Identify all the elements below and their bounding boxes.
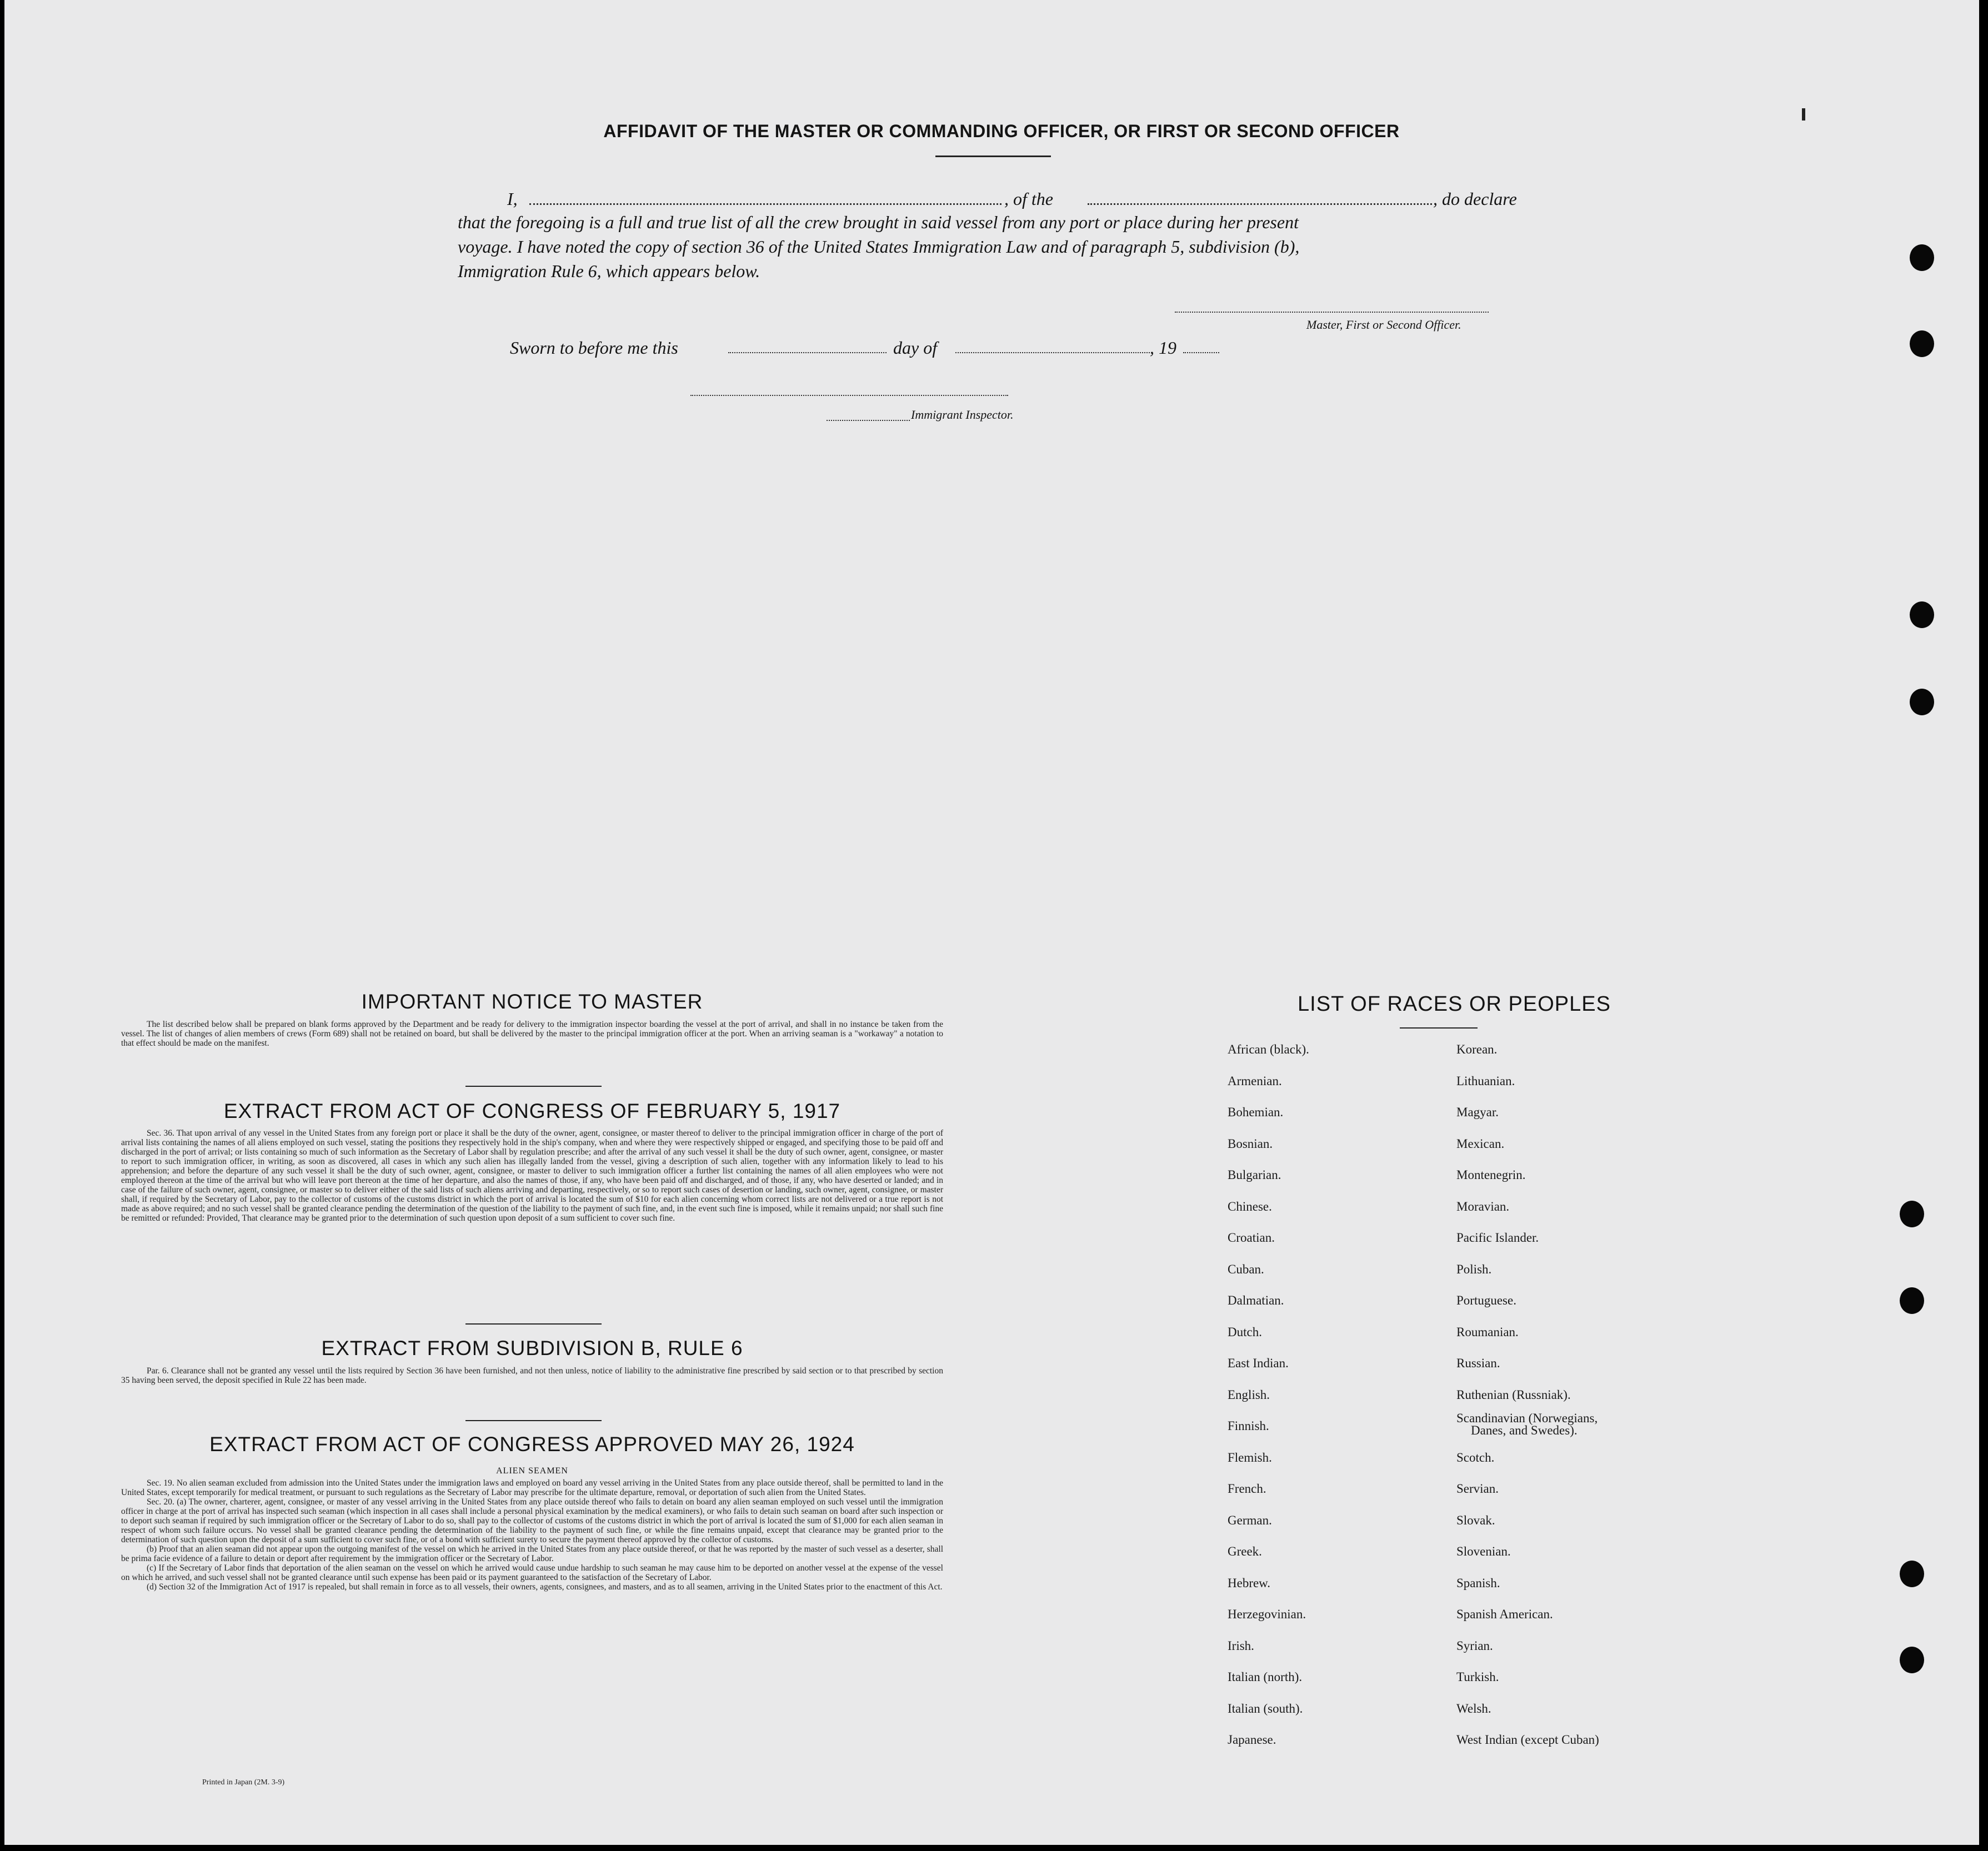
- race-item: Bohemian.: [1228, 1105, 1284, 1119]
- sworn-month-blank: [955, 352, 1150, 353]
- race-item: Roumanian.: [1456, 1325, 1519, 1339]
- divider: [465, 1420, 602, 1421]
- affidavit-line-2: that the foregoing is a full and true list of all the crew brought in said vessel from any port or place during her present: [458, 212, 1299, 232]
- master-label: Master, First or Second Officer.: [1306, 318, 1461, 332]
- race-item: Moravian.: [1456, 1199, 1510, 1213]
- race-item: Spanish American.: [1456, 1607, 1553, 1621]
- notice-text: The list described below shall be prepared on blank forms approved by the Department and be ready for delivery to the immigration inspector boarding the vessel at the port of arrival, and shall in no instance be taken from the vessel. The list of changes of alien members of crews (Form 689) shall not be retained on board, but shall be delivered by the master to the principal immigration officer at the port. When an arriving seaman is a "workaway" a notation to that effect should be made on the manifest.: [121, 1020, 943, 1048]
- title-underline: [935, 155, 1051, 157]
- race-item: Bosnian.: [1228, 1136, 1273, 1151]
- race-item: Scotch.: [1456, 1450, 1495, 1464]
- punch-hole: [1910, 244, 1934, 271]
- name-blank: [529, 203, 1001, 205]
- race-item: Japanese.: [1228, 1733, 1276, 1747]
- race-item: English.: [1228, 1387, 1270, 1402]
- race-item: Flemish.: [1228, 1450, 1272, 1464]
- race-item: East Indian.: [1228, 1356, 1289, 1370]
- sec19-paragraph: Sec. 19. No alien seaman excluded from admission into the United States under the immigration laws and employed on board any vessel arriving in the United States from any place outside thereof, shall be permitted to land in the United States, except temporarily for medical treatment, or pursuant to such regulations as the Secretary of Labor may prescribe for the ultimate departure, removal, or deportation of such alien from the United States.: [121, 1478, 943, 1497]
- races-title: LIST OF RACES OR PEOPLES: [1298, 992, 1611, 1016]
- race-item: African (black).: [1228, 1042, 1309, 1056]
- divider: [465, 1323, 602, 1325]
- manifest-sheet: [4, 0, 1979, 1845]
- race-item: Mexican.: [1456, 1136, 1505, 1151]
- affidavit-title: AFFIDAVIT OF THE MASTER OR COMMANDING OFFICER, OR FIRST OR SECOND OFFICER: [603, 121, 1400, 141]
- races-title-underline: [1400, 1027, 1478, 1029]
- race-item: Montenegrin.: [1456, 1168, 1526, 1182]
- race-item: Chinese.: [1228, 1199, 1272, 1213]
- sec20b-paragraph: (b) Proof that an alien seaman did not appear upon the outgoing manifest of the vessel on which he arrived in the United States from any place outside thereof, or that he was reported by the master of such vessel as a deserter, shall be prima facie evidence of a failure to detain or deport after requirement by the immigration officer or the Secretary of Labor.: [121, 1544, 943, 1563]
- race-item: Scandinavian (Norwegians,: [1456, 1411, 1598, 1425]
- extract-1924-body: [121, 1478, 943, 1592]
- affidavit-declare: , do declare: [1433, 189, 1517, 209]
- punch-hole: [1900, 1287, 1924, 1314]
- divider: [465, 1086, 602, 1087]
- race-item: Croatian.: [1228, 1231, 1275, 1245]
- race-item: Irish.: [1228, 1638, 1254, 1653]
- race-item: Syrian.: [1456, 1638, 1493, 1653]
- extract-1924-title: EXTRACT FROM ACT OF CONGRESS APPROVED MAY 26, 1924: [209, 1433, 855, 1456]
- race-item: Finnish.: [1228, 1419, 1269, 1433]
- race-item: Slovenian.: [1456, 1544, 1511, 1558]
- extract-1917-title: EXTRACT FROM ACT OF CONGRESS OF FEBRUARY 5, 1917: [223, 1100, 841, 1122]
- paper-mark: [1802, 108, 1805, 121]
- race-item: Italian (south).: [1228, 1701, 1303, 1715]
- race-item: Korean.: [1456, 1042, 1498, 1056]
- day-of-text: day of: [893, 338, 938, 358]
- race-item: Servian.: [1456, 1482, 1499, 1496]
- affidavit-line-3: voyage. I have noted the copy of section 36 of the United States Immigration Law and of paragraph 5, subdivision (b),: [458, 237, 1300, 257]
- race-item: Welsh.: [1456, 1701, 1491, 1715]
- extract-1917-text: Sec. 36. That upon arrival of any vessel in the United States from any foreign port or place it shall be the duty of the owner, agent, consignee, or master thereof to deliver to the principal immigration officer in charge of the port of arrival lists containing the names of all aliens employed on such vessel, stating the positions they respectively hold in the ship's company, when and where they were respectively shipped or engaged, and specifying those to be paid off and discharged in the port of arrival; or lists containing so much of such information as the Secretary of Labor shall by regulation prescribe; and after the arrival of any such vessel it shall be the duty of such owner, agent, consignee, or master to report to such immigration officer, in writing, as soon as discovered, all cases in which any such alien has illegally landed from the vessel, giving a description of such alien, together with any information likely to lead to his apprehension; and before the departure of any such vessel it shall be the duty of such owner, agent, consignee, or master to deliver to such immigration officer a further list containing the names of all alien employees who were not employed thereon at the time of the arrival but who will leave port thereon at the time of her departure, and also the names of those, if any, who have been paid off and discharged, and of those, if any, who have deserted or landed; and in case of the failure of such owner, agent, consignee, or master so to deliver either of the said lists of such aliens arriving and departing, respectively, or so to report such cases of desertion or landing, such owner, agent, consignee, or master shall, if required by the Secretary of Labor, pay to the collector of customs of the customs district in which the port of arrival is located the sum of $10 for each alien concerning whom correct lists are not delivered or a true report is not made as above required; and no such vessel shall be granted clearance pending the determination of the question of the liability to the payment of such fine, and, in the event such fine is imposed, while it remains unpaid; nor shall such fine be remitted or refunded: Provided, That clearance may be granted prior to the determination of such question upon deposit of a sum sufficient to cover such fine.: [121, 1128, 943, 1223]
- race-item: German.: [1228, 1513, 1272, 1527]
- race-item: French.: [1228, 1482, 1266, 1496]
- punch-hole: [1910, 689, 1934, 715]
- inspector-label-lead: [827, 420, 910, 421]
- master-signature-line: [1175, 312, 1489, 313]
- race-item: Russian.: [1456, 1356, 1500, 1370]
- race-item: West Indian (except Cuban): [1456, 1733, 1599, 1747]
- alien-seamen-subtitle: ALIEN SEAMEN: [496, 1466, 568, 1476]
- race-item: Dutch.: [1228, 1325, 1262, 1339]
- sworn-day-blank: [728, 352, 887, 353]
- sec20c-paragraph: (c) If the Secretary of Labor finds that deportation of the alien seaman on the vessel on which he arrived would cause undue hardship to such seaman he may cause him to be deported on another vessel at the expense of the vessel on which he arrived, and such vessel shall not be granted clearance until such expense has been paid or its payment guaranteed to the satisfaction of the Secretary of Labor.: [121, 1563, 943, 1582]
- punch-hole: [1900, 1561, 1924, 1587]
- race-item: Italian (north).: [1228, 1670, 1303, 1684]
- punch-hole: [1900, 1647, 1924, 1673]
- printer-footer: Printed in Japan (2M. 3-9): [202, 1778, 285, 1787]
- race-item: Magyar.: [1456, 1105, 1499, 1119]
- affidavit-of-the: , of the: [1004, 189, 1053, 209]
- race-item: Greek.: [1228, 1544, 1262, 1558]
- affidavit-i: I,: [507, 189, 518, 209]
- punch-hole: [1910, 601, 1934, 628]
- race-item: Dalmatian.: [1228, 1293, 1284, 1307]
- race-item: Pacific Islander.: [1456, 1231, 1539, 1245]
- race-item: Portuguese.: [1456, 1293, 1516, 1307]
- race-item: Cuban.: [1228, 1262, 1264, 1276]
- notice-title: IMPORTANT NOTICE TO MASTER: [361, 990, 703, 1013]
- race-item: Spanish.: [1456, 1576, 1500, 1590]
- rule6-title: EXTRACT FROM SUBDIVISION B, RULE 6: [321, 1337, 743, 1360]
- race-item: Hebrew.: [1228, 1576, 1271, 1590]
- punch-hole: [1900, 1201, 1924, 1227]
- year-text: , 19: [1150, 338, 1176, 358]
- race-item: Armenian.: [1228, 1074, 1282, 1088]
- vessel-blank: [1088, 203, 1432, 205]
- race-item: Bulgarian.: [1228, 1168, 1281, 1182]
- race-item: Slovak.: [1456, 1513, 1495, 1527]
- rule6-text: Par. 6. Clearance shall not be granted any vessel until the lists required by Section 36 have been furnished, and not then unless, notice of liability to the administrative fine prescribed by said section or to that prescribed by section 35 having been served, the deposit specified in Rule 22 has been made.: [121, 1366, 943, 1385]
- inspector-label: Immigrant Inspector.: [911, 408, 1014, 422]
- sec20a-paragraph: Sec. 20. (a) The owner, charterer, agent, consignee, or master of any vessel arriving in the United States from any place outside thereof who fails to detain on board any alien seaman employed on such vessel until the immigration officer in charge at the port of arrival has inspected such seaman (which inspection in all cases shall include a personal physical examination by the medical examiners), or who fails to detain such seaman on board after such inspection or to deport such seaman if required by such immigration officer or the Secretary of Labor to do so, shall pay to the collector of customs of the customs district in which the port of arrival is located the sum of $1,000 for each alien seaman in respect of whom such failure occurs. No vessel shall be granted clearance pending the determination of the liability to the payment of such fine, or while the fine remains unpaid, except that clearance may be granted prior to the determination of such question upon the deposit of a sum sufficient to cover such fine, or of a bond with sufficient surety to secure the payment thereof approved by the collector of customs.: [121, 1497, 943, 1544]
- race-item: Polish.: [1456, 1262, 1492, 1276]
- race-item: Turkish.: [1456, 1670, 1499, 1684]
- sworn-year-blank: [1183, 352, 1219, 353]
- race-item: Danes, and Swedes).: [1471, 1423, 1578, 1437]
- sworn-text: Sworn to before me this: [510, 338, 678, 358]
- race-item: Ruthenian (Russniak).: [1456, 1387, 1571, 1402]
- punch-hole: [1910, 330, 1934, 357]
- race-item: Lithuanian.: [1456, 1074, 1515, 1088]
- affidavit-line-4: Immigration Rule 6, which appears below.: [458, 261, 760, 281]
- sec20d-paragraph: (d) Section 32 of the Immigration Act of 1917 is repealed, but shall remain in force as to all vessels, their owners, agents, consignees, and masters, and as to all seamen, arriving in the United States prior to the enactment of this Act.: [147, 1582, 943, 1592]
- race-item: Herzegovinian.: [1228, 1607, 1306, 1621]
- inspector-signature-line: [690, 395, 1008, 396]
